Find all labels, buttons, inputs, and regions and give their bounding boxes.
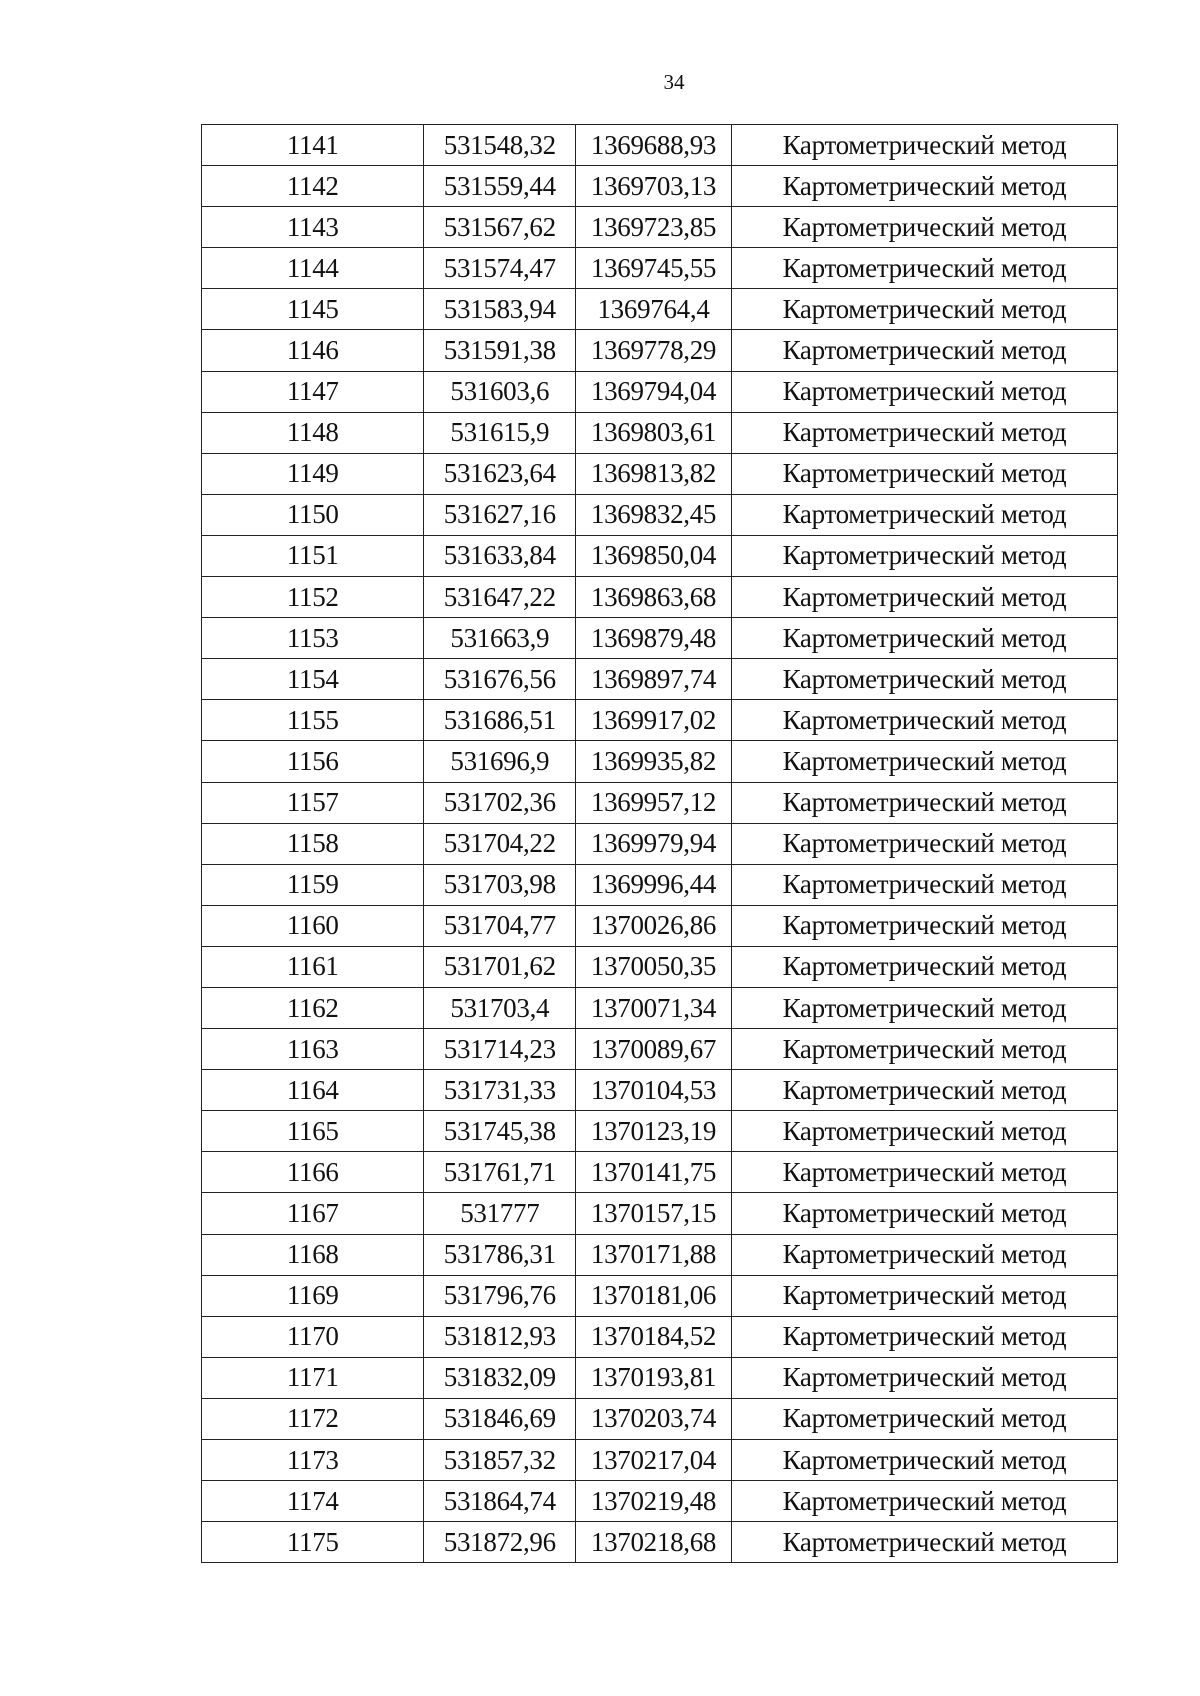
- point-number-cell: 1148: [202, 412, 424, 453]
- y-coordinate-cell: 1370217,04: [576, 1440, 732, 1481]
- point-number-cell: 1149: [202, 453, 424, 494]
- method-cell: Картометрический метод: [731, 125, 1117, 166]
- method-cell: Картометрический метод: [731, 1398, 1117, 1439]
- table-row: [202, 782, 1118, 823]
- table-row: [202, 1316, 1118, 1357]
- point-number-cell: 1159: [202, 864, 424, 905]
- x-coordinate-cell: 531704,22: [424, 823, 576, 864]
- table-row: [202, 535, 1118, 576]
- coordinates-table-body: [202, 125, 1118, 1563]
- table-row: [202, 1193, 1118, 1234]
- table-row: [202, 1522, 1118, 1563]
- point-number-cell: 1157: [202, 782, 424, 823]
- y-coordinate-cell: 1370219,48: [576, 1481, 732, 1522]
- method-cell: Картометрический метод: [731, 1234, 1117, 1275]
- table-row: [202, 1275, 1118, 1316]
- table-row: [202, 166, 1118, 207]
- y-coordinate-cell: 1369794,04: [576, 371, 732, 412]
- point-number-cell: 1147: [202, 371, 424, 412]
- y-coordinate-cell: 1369879,48: [576, 618, 732, 659]
- table-row: [202, 453, 1118, 494]
- point-number-cell: 1155: [202, 700, 424, 741]
- method-cell: Картометрический метод: [731, 946, 1117, 987]
- method-cell: Картометрический метод: [731, 535, 1117, 576]
- y-coordinate-cell: 1369979,94: [576, 823, 732, 864]
- method-cell: Картометрический метод: [731, 494, 1117, 535]
- method-cell: Картометрический метод: [731, 1152, 1117, 1193]
- table-row: [202, 248, 1118, 289]
- x-coordinate-cell: 531714,23: [424, 1029, 576, 1070]
- method-cell: Картометрический метод: [731, 1440, 1117, 1481]
- x-coordinate-cell: 531615,9: [424, 412, 576, 453]
- point-number-cell: 1161: [202, 946, 424, 987]
- table-row: [202, 1111, 1118, 1152]
- point-number-cell: 1173: [202, 1440, 424, 1481]
- y-coordinate-cell: 1369832,45: [576, 494, 732, 535]
- coordinates-table: [201, 124, 1118, 1563]
- method-cell: Картометрический метод: [731, 248, 1117, 289]
- x-coordinate-cell: 531864,74: [424, 1481, 576, 1522]
- x-coordinate-cell: 531567,62: [424, 207, 576, 248]
- x-coordinate-cell: 531832,09: [424, 1357, 576, 1398]
- point-number-cell: 1166: [202, 1152, 424, 1193]
- x-coordinate-cell: 531676,56: [424, 659, 576, 700]
- x-coordinate-cell: 531583,94: [424, 289, 576, 330]
- y-coordinate-cell: 1369917,02: [576, 700, 732, 741]
- point-number-cell: 1145: [202, 289, 424, 330]
- x-coordinate-cell: 531702,36: [424, 782, 576, 823]
- method-cell: Картометрический метод: [731, 289, 1117, 330]
- y-coordinate-cell: 1369688,93: [576, 125, 732, 166]
- method-cell: Картометрический метод: [731, 987, 1117, 1028]
- x-coordinate-cell: 531745,38: [424, 1111, 576, 1152]
- point-number-cell: 1174: [202, 1481, 424, 1522]
- point-number-cell: 1175: [202, 1522, 424, 1563]
- table-row: [202, 1398, 1118, 1439]
- x-coordinate-cell: 531591,38: [424, 330, 576, 371]
- x-coordinate-cell: 531627,16: [424, 494, 576, 535]
- method-cell: Картометрический метод: [731, 618, 1117, 659]
- table-row: [202, 207, 1118, 248]
- y-coordinate-cell: 1369996,44: [576, 864, 732, 905]
- x-coordinate-cell: 531872,96: [424, 1522, 576, 1563]
- y-coordinate-cell: 1369745,55: [576, 248, 732, 289]
- point-number-cell: 1150: [202, 494, 424, 535]
- y-coordinate-cell: 1369778,29: [576, 330, 732, 371]
- method-cell: Картометрический метод: [731, 1522, 1117, 1563]
- point-number-cell: 1168: [202, 1234, 424, 1275]
- point-number-cell: 1156: [202, 741, 424, 782]
- x-coordinate-cell: 531633,84: [424, 535, 576, 576]
- method-cell: Картометрический метод: [731, 1029, 1117, 1070]
- table-row: [202, 125, 1118, 166]
- table-row: [202, 1357, 1118, 1398]
- y-coordinate-cell: 1369957,12: [576, 782, 732, 823]
- method-cell: Картометрический метод: [731, 782, 1117, 823]
- method-cell: Картометрический метод: [731, 1193, 1117, 1234]
- method-cell: Картометрический метод: [731, 577, 1117, 618]
- method-cell: Картометрический метод: [731, 700, 1117, 741]
- table-row: [202, 618, 1118, 659]
- point-number-cell: 1154: [202, 659, 424, 700]
- point-number-cell: 1158: [202, 823, 424, 864]
- y-coordinate-cell: 1369803,61: [576, 412, 732, 453]
- method-cell: Картометрический метод: [731, 1357, 1117, 1398]
- table-row: [202, 1234, 1118, 1275]
- point-number-cell: 1169: [202, 1275, 424, 1316]
- method-cell: Картометрический метод: [731, 1275, 1117, 1316]
- y-coordinate-cell: 1370123,19: [576, 1111, 732, 1152]
- y-coordinate-cell: 1369813,82: [576, 453, 732, 494]
- table-row: [202, 741, 1118, 782]
- table-row: [202, 1152, 1118, 1193]
- point-number-cell: 1141: [202, 125, 424, 166]
- point-number-cell: 1172: [202, 1398, 424, 1439]
- method-cell: Картометрический метод: [731, 371, 1117, 412]
- x-coordinate-cell: 531548,32: [424, 125, 576, 166]
- point-number-cell: 1146: [202, 330, 424, 371]
- table-row: [202, 577, 1118, 618]
- method-cell: Картометрический метод: [731, 905, 1117, 946]
- table-row: [202, 1070, 1118, 1111]
- method-cell: Картометрический метод: [731, 659, 1117, 700]
- method-cell: Картометрический метод: [731, 1316, 1117, 1357]
- x-coordinate-cell: 531574,47: [424, 248, 576, 289]
- point-number-cell: 1151: [202, 535, 424, 576]
- point-number-cell: 1164: [202, 1070, 424, 1111]
- x-coordinate-cell: 531796,76: [424, 1275, 576, 1316]
- table-row: [202, 289, 1118, 330]
- y-coordinate-cell: 1369703,13: [576, 166, 732, 207]
- method-cell: Картометрический метод: [731, 207, 1117, 248]
- method-cell: Картометрический метод: [731, 453, 1117, 494]
- y-coordinate-cell: 1369863,68: [576, 577, 732, 618]
- method-cell: Картометрический метод: [731, 1111, 1117, 1152]
- table-row: [202, 905, 1118, 946]
- table-row: [202, 987, 1118, 1028]
- table-row: [202, 1481, 1118, 1522]
- point-number-cell: 1162: [202, 987, 424, 1028]
- method-cell: Картометрический метод: [731, 330, 1117, 371]
- x-coordinate-cell: 531701,62: [424, 946, 576, 987]
- y-coordinate-cell: 1370184,52: [576, 1316, 732, 1357]
- point-number-cell: 1160: [202, 905, 424, 946]
- x-coordinate-cell: 531663,9: [424, 618, 576, 659]
- x-coordinate-cell: 531603,6: [424, 371, 576, 412]
- point-number-cell: 1170: [202, 1316, 424, 1357]
- x-coordinate-cell: 531623,64: [424, 453, 576, 494]
- point-number-cell: 1163: [202, 1029, 424, 1070]
- table-row: [202, 412, 1118, 453]
- x-coordinate-cell: 531703,4: [424, 987, 576, 1028]
- method-cell: Картометрический метод: [731, 412, 1117, 453]
- x-coordinate-cell: 531761,71: [424, 1152, 576, 1193]
- table-row: [202, 864, 1118, 905]
- y-coordinate-cell: 1369897,74: [576, 659, 732, 700]
- y-coordinate-cell: 1370026,86: [576, 905, 732, 946]
- x-coordinate-cell: 531686,51: [424, 700, 576, 741]
- y-coordinate-cell: 1369935,82: [576, 741, 732, 782]
- table-row: [202, 823, 1118, 864]
- table-row: [202, 494, 1118, 535]
- point-number-cell: 1165: [202, 1111, 424, 1152]
- x-coordinate-cell: 531647,22: [424, 577, 576, 618]
- y-coordinate-cell: 1369850,04: [576, 535, 732, 576]
- y-coordinate-cell: 1370071,34: [576, 987, 732, 1028]
- y-coordinate-cell: 1370218,68: [576, 1522, 732, 1563]
- x-coordinate-cell: 531846,69: [424, 1398, 576, 1439]
- y-coordinate-cell: 1369723,85: [576, 207, 732, 248]
- method-cell: Картометрический метод: [731, 741, 1117, 782]
- table-row: [202, 700, 1118, 741]
- table-row: [202, 1029, 1118, 1070]
- table-row: [202, 371, 1118, 412]
- point-number-cell: 1152: [202, 577, 424, 618]
- table-row: [202, 1440, 1118, 1481]
- y-coordinate-cell: 1370171,88: [576, 1234, 732, 1275]
- table-row: [202, 659, 1118, 700]
- x-coordinate-cell: 531559,44: [424, 166, 576, 207]
- method-cell: Картометрический метод: [731, 166, 1117, 207]
- y-coordinate-cell: 1370157,15: [576, 1193, 732, 1234]
- y-coordinate-cell: 1370089,67: [576, 1029, 732, 1070]
- method-cell: Картометрический метод: [731, 1070, 1117, 1111]
- point-number-cell: 1142: [202, 166, 424, 207]
- method-cell: Картометрический метод: [731, 1481, 1117, 1522]
- point-number-cell: 1171: [202, 1357, 424, 1398]
- x-coordinate-cell: 531731,33: [424, 1070, 576, 1111]
- y-coordinate-cell: 1370193,81: [576, 1357, 732, 1398]
- x-coordinate-cell: 531703,98: [424, 864, 576, 905]
- point-number-cell: 1153: [202, 618, 424, 659]
- x-coordinate-cell: 531786,31: [424, 1234, 576, 1275]
- method-cell: Картометрический метод: [731, 823, 1117, 864]
- point-number-cell: 1144: [202, 248, 424, 289]
- table-row: [202, 330, 1118, 371]
- x-coordinate-cell: 531704,77: [424, 905, 576, 946]
- page-number: 34: [663, 70, 685, 94]
- x-coordinate-cell: 531857,32: [424, 1440, 576, 1481]
- x-coordinate-cell: 531812,93: [424, 1316, 576, 1357]
- y-coordinate-cell: 1370141,75: [576, 1152, 732, 1193]
- x-coordinate-cell: 531696,9: [424, 741, 576, 782]
- point-number-cell: 1167: [202, 1193, 424, 1234]
- method-cell: Картометрический метод: [731, 864, 1117, 905]
- point-number-cell: 1143: [202, 207, 424, 248]
- x-coordinate-cell: 531777: [424, 1193, 576, 1234]
- y-coordinate-cell: 1370203,74: [576, 1398, 732, 1439]
- y-coordinate-cell: 1370104,53: [576, 1070, 732, 1111]
- y-coordinate-cell: 1369764,4: [576, 289, 732, 330]
- table-row: [202, 946, 1118, 987]
- y-coordinate-cell: 1370050,35: [576, 946, 732, 987]
- y-coordinate-cell: 1370181,06: [576, 1275, 732, 1316]
